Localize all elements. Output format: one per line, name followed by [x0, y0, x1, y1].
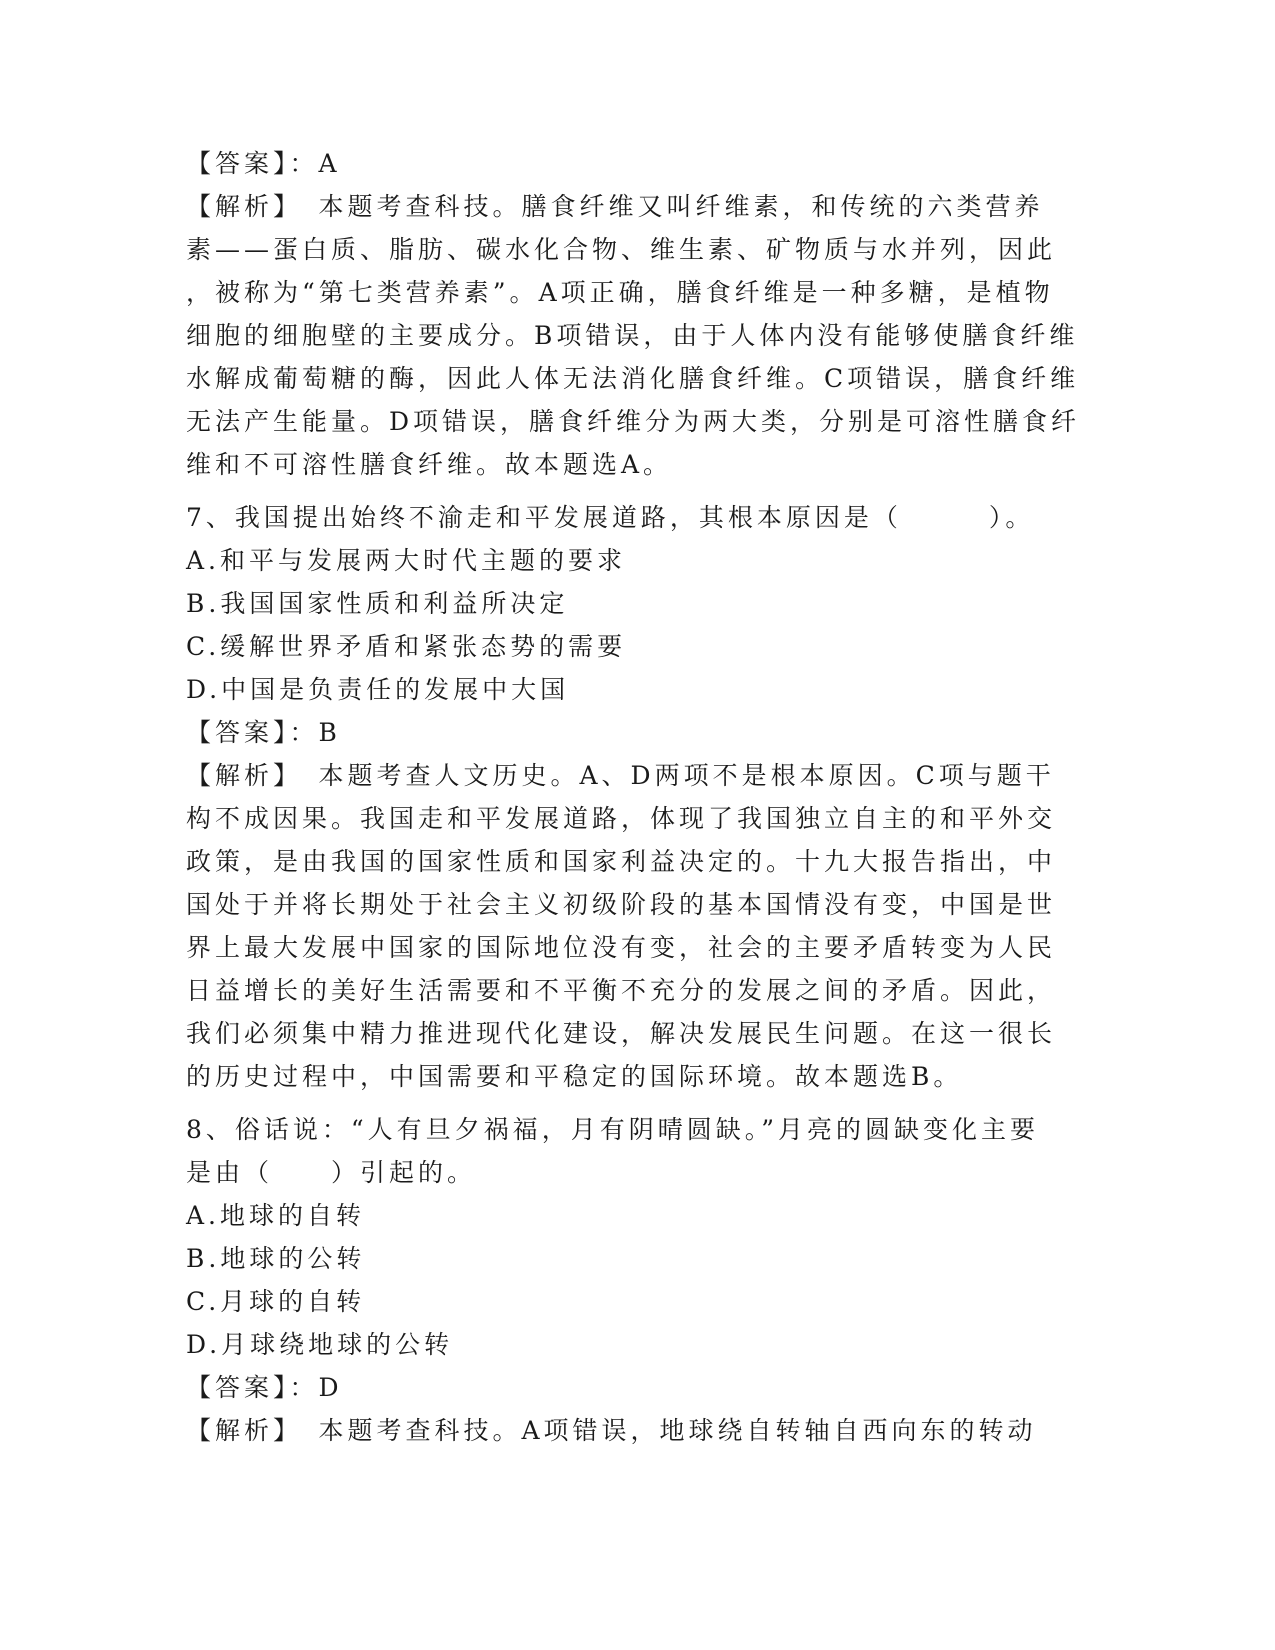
- option-c: C.缓解世界矛盾和紧张态势的需要: [186, 632, 627, 661]
- option-c: C.月球的自转: [186, 1287, 366, 1316]
- option-d: D.中国是负责任的发展中大国: [186, 675, 570, 704]
- analysis-line: 政策，是由我国的国家性质和国家利益决定的。十九大报告指出，中: [186, 847, 1057, 876]
- question-text: 是由（ ）引起的。: [186, 1158, 477, 1187]
- analysis-line: 日益增长的美好生活需要和不平衡不充分的发展之间的矛盾。因此，: [186, 976, 1057, 1005]
- analysis-line: 构不成因果。我国走和平发展道路，体现了我国独立自主的和平外交: [186, 804, 1057, 833]
- answer-line: 【答案】：D: [186, 1373, 343, 1402]
- question-8-block: [186, 1108, 1086, 1452]
- analysis-line: 【解析】 本题考查人文历史。A、D两项不是根本原因。C项与题干: [186, 761, 1055, 790]
- analysis-line: 界上最大发展中国家的国际地位没有变，社会的主要矛盾转变为人民: [186, 933, 1057, 962]
- analysis-line: 素——蛋白质、脂肪、碳水化合物、维生素、矿物质与水并列，因此: [186, 235, 1057, 264]
- analysis-line: 【解析】 本题考查科技。A项错误，地球绕自转轴自西向东的转动: [186, 1416, 1037, 1445]
- analysis-line: 国处于并将长期处于社会主义初级阶段的基本国情没有变，中国是世: [186, 890, 1057, 919]
- question-text: 7、我国提出始终不渝走和平发展道路，其根本原因是（ ）。: [186, 503, 1035, 532]
- question-text: 8、俗话说：“人有旦夕祸福，月有阴晴圆缺。”月亮的圆缺变化主要: [186, 1115, 1039, 1144]
- analysis-line: ，被称为“第七类营养素”。A项正确，膳食纤维是一种多糖，是植物: [186, 278, 1054, 307]
- prev-question-block: [186, 142, 1086, 486]
- analysis-line: 无法产生能量。D项错误，膳食纤维分为两大类，分别是可溶性膳食纤: [186, 407, 1081, 436]
- answer-line: 【答案】：B: [186, 718, 341, 747]
- analysis-line: 的历史过程中，中国需要和平稳定的国际环境。故本题选B。: [186, 1062, 963, 1091]
- question-7-block: [186, 496, 1086, 1098]
- option-a: A.和平与发展两大时代主题的要求: [186, 546, 627, 575]
- option-b: B.我国国家性质和利益所决定: [186, 589, 569, 618]
- analysis-line: 我们必须集中精力推进现代化建设，解决发展民生问题。在这一很长: [186, 1019, 1057, 1048]
- answer-line: 【答案】：A: [186, 149, 341, 178]
- analysis-line: 细胞的细胞壁的主要成分。B项错误，由于人体内没有能够使膳食纤维: [186, 321, 1079, 350]
- analysis-line: 维和不可溶性膳食纤维。故本题选A。: [186, 450, 673, 479]
- analysis-line: 水解成葡萄糖的酶，因此人体无法消化膳食纤维。C项错误，膳食纤维: [186, 364, 1080, 393]
- document-page: [186, 142, 1086, 1452]
- analysis-line: 【解析】 本题考查科技。膳食纤维又叫纤维素，和传统的六类营养: [186, 192, 1044, 221]
- option-b: B.地球的公转: [186, 1244, 366, 1273]
- option-d: D.月球绕地球的公转: [186, 1330, 454, 1359]
- option-a: A.地球的自转: [186, 1201, 366, 1230]
